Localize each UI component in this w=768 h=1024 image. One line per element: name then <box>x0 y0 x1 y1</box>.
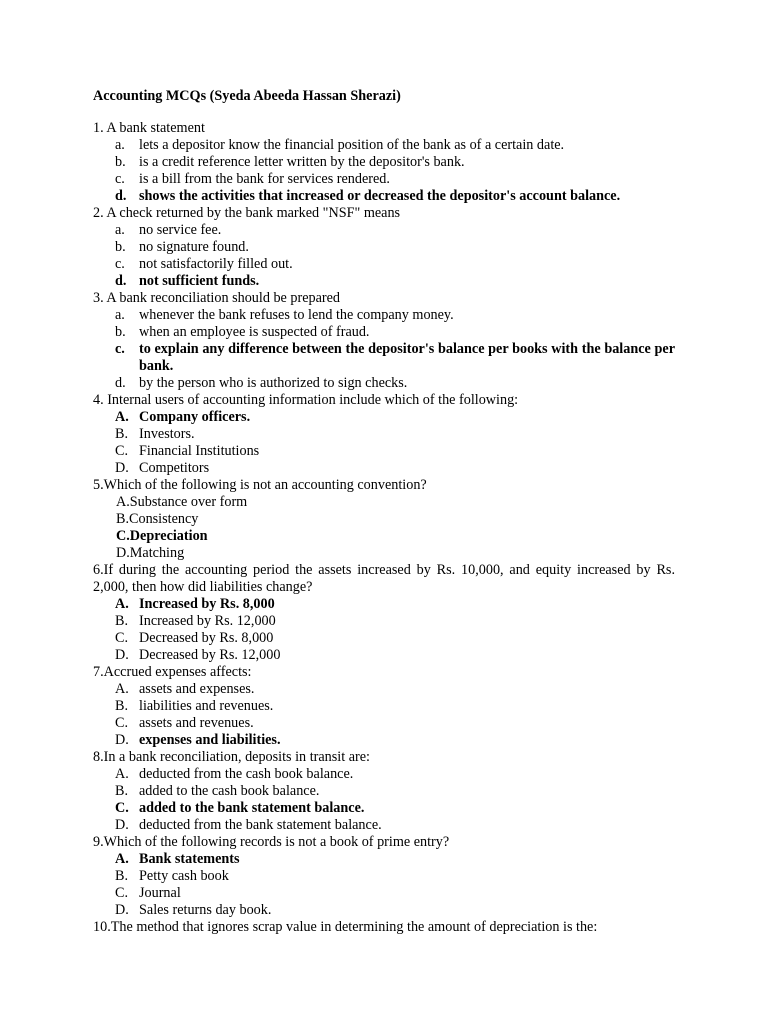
option-text: not sufficient funds. <box>139 273 260 289</box>
option-text: deducted from the cash book balance. <box>139 766 354 782</box>
option-marker: b. <box>115 154 126 170</box>
question-6-prompt: 6.If during the accounting period the assets increased by Rs. 10,000, and equity increased by Rs. 2,000, then how did liabilities change? <box>93 562 675 595</box>
option-text: Substance over form <box>129 494 248 510</box>
option-text: by the person who is authorized to sign checks. <box>139 375 408 391</box>
page-title: Accounting MCQs (Syeda Abeeda Hassan Sherazi) <box>93 88 401 104</box>
option-marker: c. <box>115 171 125 187</box>
option-marker: c. <box>115 256 125 272</box>
option-text: Journal <box>139 885 181 901</box>
option-text: shows the activities that increased or decreased the depositor's account balance. <box>139 188 621 204</box>
option-text: when an employee is suspected of fraud. <box>139 324 370 340</box>
option-marker: C. <box>115 800 129 816</box>
option-text: Depreciation <box>129 528 208 544</box>
option-text: lets a depositor know the financial position of the bank as of a certain date. <box>139 137 565 153</box>
option-marker: d. <box>115 273 127 289</box>
option-marker: B. <box>115 868 129 884</box>
option-marker: b. <box>115 239 126 255</box>
option-text: Sales returns day book. <box>139 902 272 918</box>
option-text: expenses and liabilities. <box>139 732 281 748</box>
option-text: to explain any difference between the depositor's balance per books with the balance per bank. <box>139 341 675 374</box>
option-text: deducted from the bank statement balance. <box>139 817 382 833</box>
option-text: Investors. <box>139 426 195 442</box>
option-marker: A. <box>115 409 129 425</box>
option-text: added to the bank statement balance. <box>139 800 365 816</box>
option-marker: B. <box>115 613 129 629</box>
question-5-option-c-answer <box>116 528 208 545</box>
option-text: Petty cash book <box>139 868 229 884</box>
option-text: Increased by Rs. 12,000 <box>139 613 276 629</box>
option-marker: b. <box>115 324 126 340</box>
question-5-prompt: 5.Which of the following is not an accounting convention? <box>93 477 427 493</box>
option-text: whenever the bank refuses to lend the company money. <box>139 307 454 323</box>
option-marker: C. <box>115 630 129 646</box>
question-1-prompt: 1. A bank statement <box>93 120 205 136</box>
option-marker: A. <box>115 596 129 612</box>
option-marker: d. <box>115 188 127 204</box>
question-3-prompt: 3. A bank reconciliation should be prepared <box>93 290 341 306</box>
option-text: is a credit reference letter written by the depositor's bank. <box>139 154 465 170</box>
option-text: Decreased by Rs. 12,000 <box>139 647 281 663</box>
option-marker: C. <box>115 885 129 901</box>
option-marker: B. <box>115 698 129 714</box>
option-marker: a. <box>115 137 125 153</box>
question-7-prompt: 7.Accrued expenses affects: <box>93 664 252 680</box>
option-text: assets and expenses. <box>139 681 255 697</box>
question-4-prompt: 4. Internal users of accounting information include which of the following: <box>93 392 519 408</box>
question-9-prompt: 9.Which of the following records is not a book of prime entry? <box>93 834 450 850</box>
question-5-option-a <box>116 494 247 511</box>
option-text: Company officers. <box>139 409 251 425</box>
option-marker: a. <box>115 307 125 323</box>
option-marker: C. <box>115 715 129 731</box>
option-marker: C. <box>115 443 129 459</box>
option-marker: D. <box>115 647 129 663</box>
option-marker: B. <box>115 783 129 799</box>
option-text: is a bill from the bank for services rendered. <box>139 171 390 187</box>
option-marker: C. <box>116 528 130 544</box>
option-text: no service fee. <box>139 222 222 238</box>
option-marker: c. <box>115 341 125 357</box>
question-5-option-d <box>116 545 184 562</box>
question-5-option-b <box>116 511 198 528</box>
option-marker: B. <box>115 426 129 442</box>
option-marker: D. <box>115 902 129 918</box>
option-text: assets and revenues. <box>139 715 254 731</box>
option-marker: D. <box>115 817 129 833</box>
option-text: Decreased by Rs. 8,000 <box>139 630 274 646</box>
option-text: Matching <box>129 545 185 561</box>
option-text: Consistency <box>129 511 199 527</box>
option-text: added to the cash book balance. <box>139 783 320 799</box>
question-2-prompt: 2. A check returned by the bank marked "NSF" means <box>93 205 401 221</box>
option-marker: A. <box>115 766 129 782</box>
option-text: not satisfactorily filled out. <box>139 256 293 272</box>
option-marker: D. <box>115 732 129 748</box>
option-marker: d. <box>115 375 126 391</box>
option-marker: A. <box>115 681 129 697</box>
option-text: liabilities and revenues. <box>139 698 274 714</box>
option-marker: D. <box>116 545 130 561</box>
option-marker: a. <box>115 222 125 238</box>
option-marker: B. <box>116 511 130 527</box>
option-marker: A. <box>116 494 130 510</box>
option-marker: A. <box>115 851 129 867</box>
option-text: Financial Institutions <box>139 443 260 459</box>
option-text: Bank statements <box>139 851 240 867</box>
option-text: Competitors <box>139 460 210 476</box>
option-marker: D. <box>115 460 129 476</box>
option-text: no signature found. <box>139 239 249 255</box>
option-text: Increased by Rs. 8,000 <box>139 596 275 612</box>
question-8-prompt: 8.In a bank reconciliation, deposits in transit are: <box>93 749 370 765</box>
question-10-prompt: 10.The method that ignores scrap value in determining the amount of depreciation is the: <box>93 919 598 935</box>
